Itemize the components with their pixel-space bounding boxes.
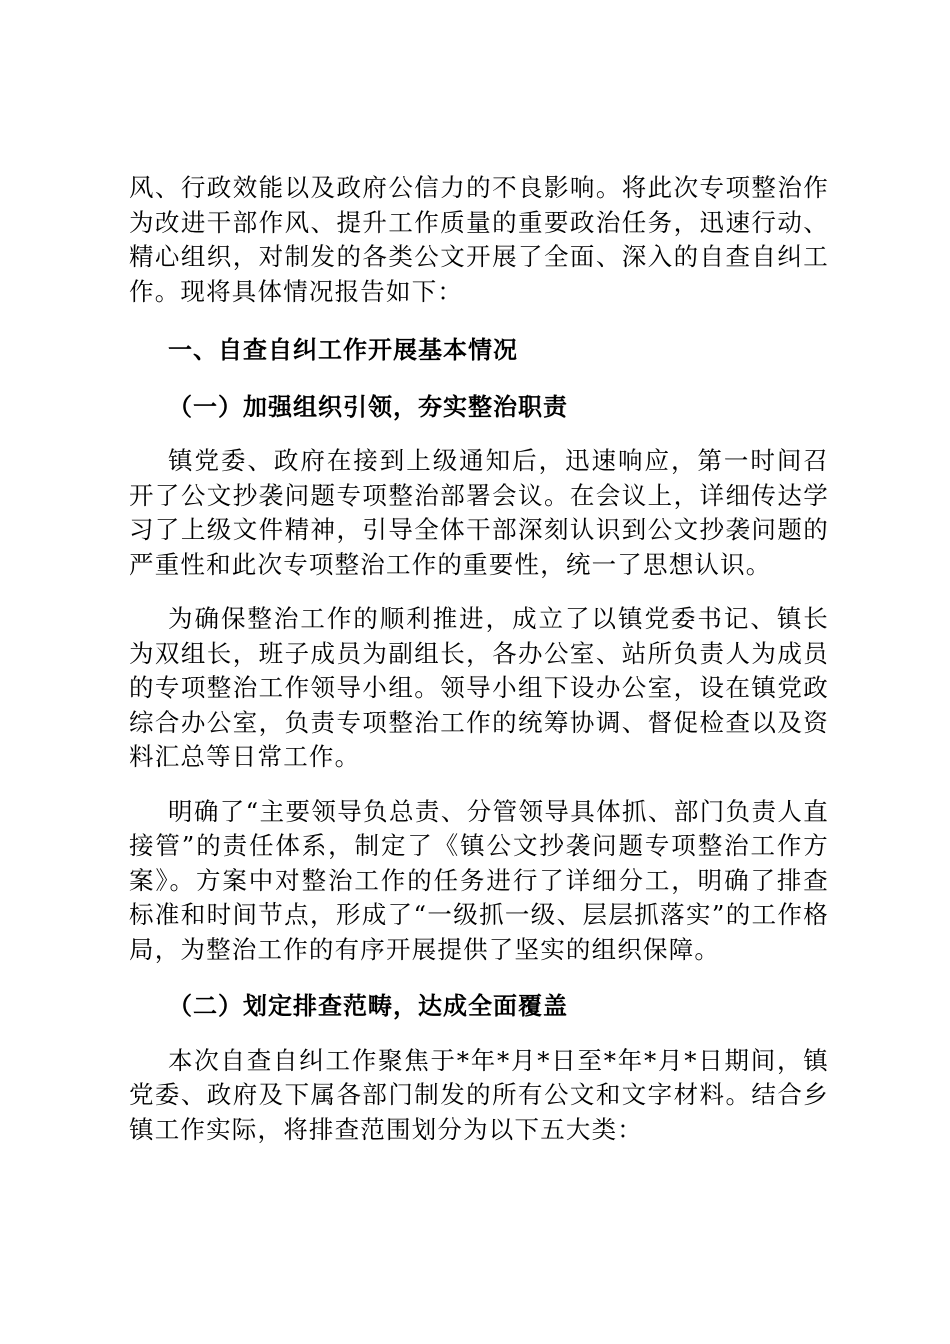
body-paragraph: 为确保整治工作的顺利推进，成立了以镇党委书记、镇长为双组长，班子成员为副组长，各办公室、站所负责人为成员的专项整治工作领导小组。领导小组下设办公室，设在镇党政综合办公室，负责专项整治工作的统筹协调、督促检查以及资料汇总等日常工作。: [129, 604, 829, 771]
subsection-heading-1: （一）加强组织引领，夯实整治职责: [168, 392, 568, 421]
intro-paragraph: 风、行政效能以及政府公信力的不良影响。将此次专项整治作为改进干部作风、提升工作质量的重要政治任务，迅速行动、精心组织，对制发的各类公文开展了全面、深入的自查自纠工作。现将具体情况报告如下：: [129, 173, 829, 306]
subsection-heading-2: （二）划定排查范畴，达成全面覆盖: [168, 992, 568, 1020]
body-paragraph: 镇党委、政府在接到上级通知后，迅速响应，第一时间召开了公文抄袭问题专项整治部署会议。在会议上，详细传达学习了上级文件精神，引导全体干部深刻认识到公文抄袭问题的严重性和此次专项整治工作的重要性，统一了思想认识。: [129, 446, 829, 579]
body-paragraph: 明确了“主要领导负总责、分管领导具体抓、部门负责人直接管”的责任体系，制定了《镇公文抄袭问题专项整治工作方案》。方案中对整治工作的任务进行了详细分工，明确了排查标准和时间节点，形成了“一级抓一级、层层抓落实”的工作格局，为整治工作的有序开展提供了坚实的组织保障。: [129, 796, 829, 964]
section-heading-1: 一、自查自纠工作开展基本情况: [168, 336, 518, 364]
body-paragraph: 本次自查自纠工作聚焦于*年*月*日至*年*月*日期间，镇党委、政府及下属各部门制发的所有公文和文字材料。结合乡镇工作实际，将排查范围划分为以下五大类：: [129, 1045, 829, 1144]
document-body: [129, 171, 829, 1147]
